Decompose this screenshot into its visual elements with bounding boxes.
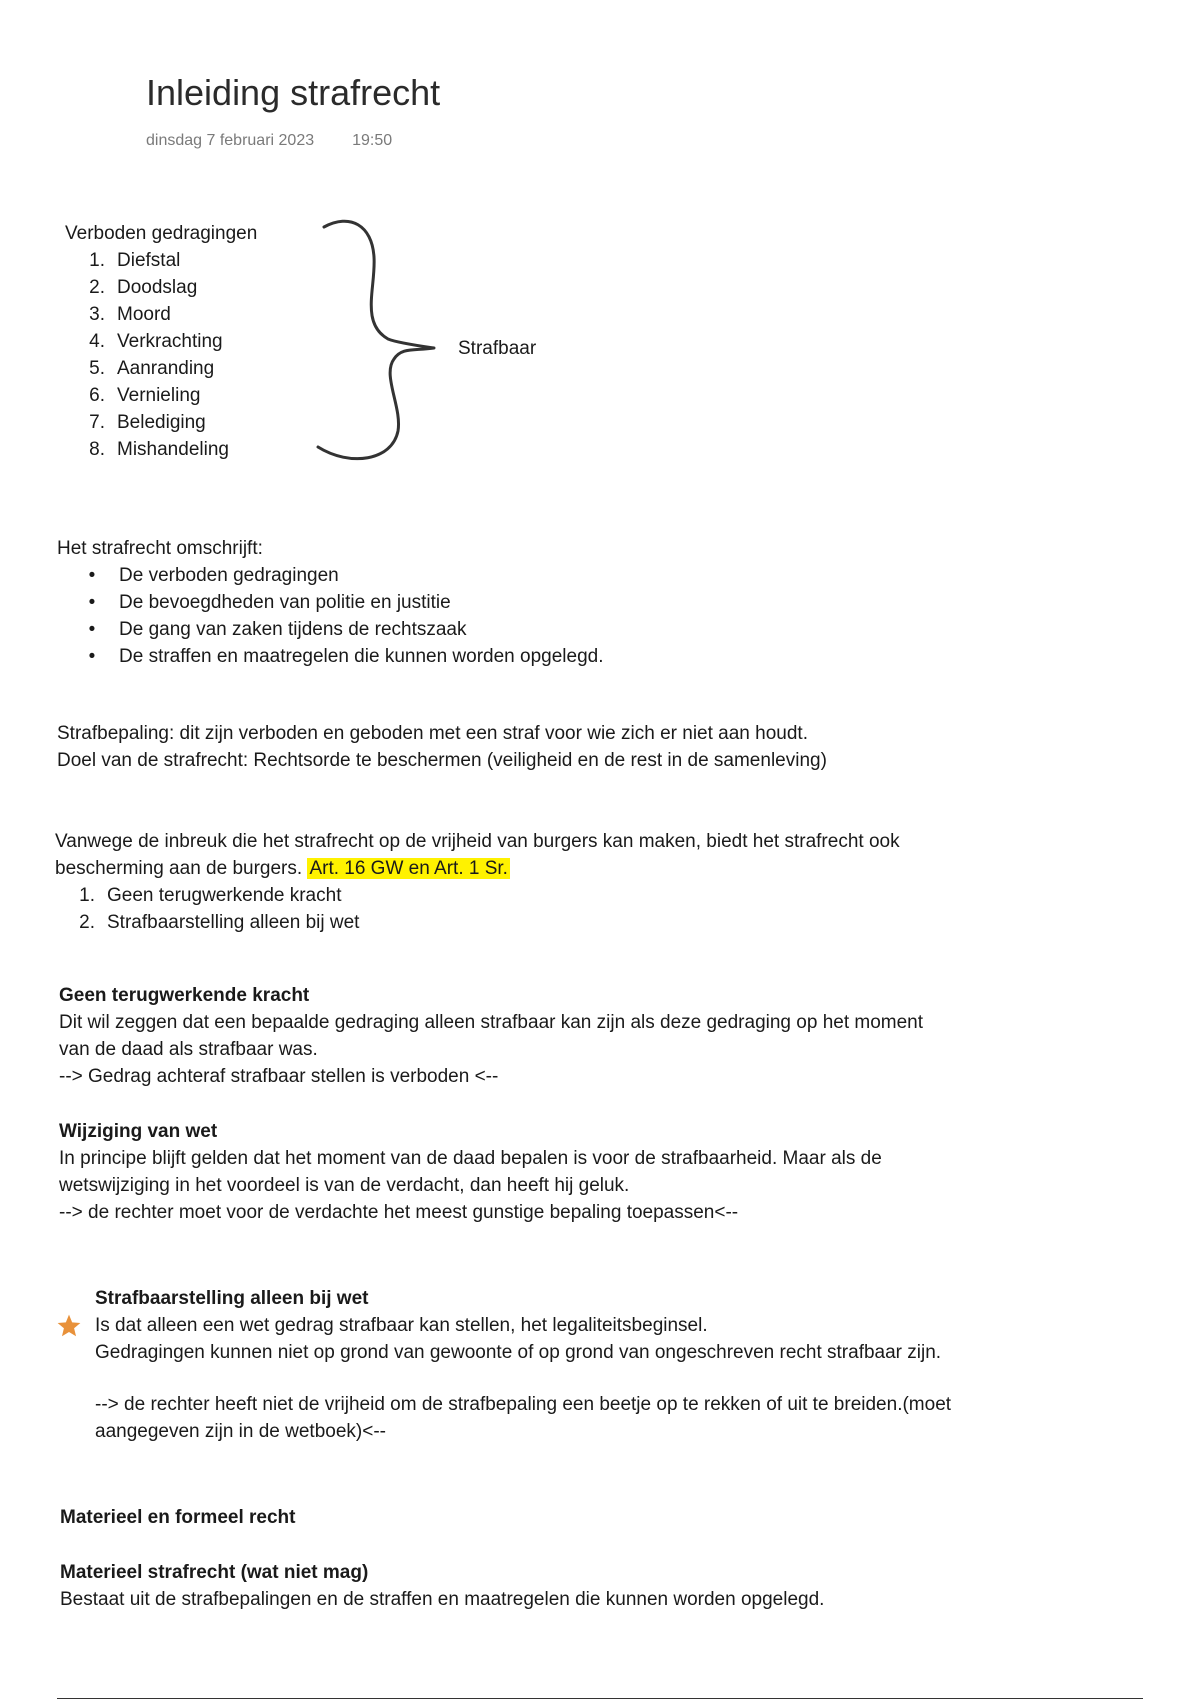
list-item: 8. Mishandeling [89,439,229,460]
text-line: Vanwege de inbreuk die het strafrecht op de vrijheid van burgers kan maken, biedt het strafrecht ook [55,831,900,852]
page-time: 19:50 [352,132,393,149]
text-line: In principe blijft gelden dat het moment van de daad bepalen is voor de strafbaarheid. Maar als de [59,1148,882,1169]
section-heading-materieel-formeel: Materieel en formeel recht [60,1507,296,1528]
text-line: Strafbepaling: dit zijn verboden en geboden met een straf voor wie zich er niet aan houdt. [57,723,808,744]
brace-label: Strafbaar [458,338,537,359]
text-line: --> de rechter moet voor de verdachte het meest gunstige bepaling toepassen<-- [59,1202,739,1223]
text-line: Bestaat uit de strafbepalingen en de straffen en maatregelen die kunnen worden opgelegd. [60,1589,825,1610]
list-item: 2. Strafbaarstelling alleen bij wet [79,912,360,933]
section-legaliteit [95,1285,951,1445]
list-item: 1. Geen terugwerkende kracht [79,885,342,906]
list-item: • De verboden gedragingen [88,565,339,586]
section-heading: Geen terugwerkende kracht [59,985,310,1006]
highlighted-text: Art. 16 GW en Art. 1 Sr. [309,858,508,879]
text-line: Is dat alleen een wet gedrag strafbaar kan stellen, het legaliteitsbeginsel. [95,1315,708,1336]
text-line: Dit wil zeggen dat een bepaalde gedraging alleen strafbaar kan zijn als deze gedraging op het moment [59,1012,924,1033]
bottom-divider [57,1698,1143,1699]
section-terugwerkende [59,982,923,1090]
list-item: • De gang van zaken tijdens de rechtszaak [88,619,467,640]
text-line: --> de rechter heeft niet de vrijheid om de strafbepaling een beetje op te rekken of uit te breiden.(moet [95,1394,952,1415]
text-line: Doel van de strafrecht: Rechtsorde te beschermen (veiligheid en de rest in de samenleving) [57,750,827,771]
section-materieel [60,1559,824,1613]
section-heading: Verboden gedragingen [65,223,258,244]
text-line: Gedragingen kunnen niet op grond van gewoonte of op grond van ongeschreven recht strafbaar zijn. [95,1342,942,1363]
page-title: Inleiding strafrecht [146,72,441,113]
section-strafbepaling [57,720,827,774]
list-item: 1. Diefstal [89,250,181,271]
list-item: 4. Verkrachting [89,331,223,352]
page-meta [146,132,392,150]
section-heading: Strafbaarstelling alleen bij wet [95,1288,369,1309]
section-wijziging [59,1118,882,1226]
list-item: 3. Moord [89,304,171,325]
list-item: 7. Belediging [89,412,206,433]
text-line: van de daad als strafbaar was. [59,1039,318,1060]
text-line: aangegeven zijn in de wetboek)<-- [95,1421,386,1442]
page-date: dinsdag 7 februari 2023 [146,132,315,149]
text-line: bescherming aan de burgers. Art. 16 GW en Art. 1 Sr. [55,858,508,879]
text-line: --> Gedrag achteraf strafbaar stellen is verboden <-- [59,1066,499,1087]
numbered-list [73,247,257,463]
curly-brace-drawing [310,215,450,475]
list-item: 5. Aanranding [89,358,215,379]
text-line: wetswijziging in het voordeel is van de verdacht, dan heeft hij geluk. [59,1175,630,1196]
bullet-list [77,562,604,670]
section-verboden [65,220,257,463]
section-heading: Het strafrecht omschrijft: [57,538,263,559]
list-item: 2. Doodslag [89,277,198,298]
star-icon [56,1313,82,1339]
list-item: • De bevoegdheden van politie en justitie [88,592,451,613]
section-heading: Wijziging van wet [59,1121,218,1142]
numbered-list [63,882,900,936]
list-item: • De straffen en maatregelen die kunnen worden opgelegd. [88,646,604,667]
list-item: 6. Vernieling [89,385,201,406]
section-subheading: Materieel strafrecht (wat niet mag) [60,1562,369,1583]
section-omschrijft [57,535,604,670]
section-bescherming [55,828,900,936]
